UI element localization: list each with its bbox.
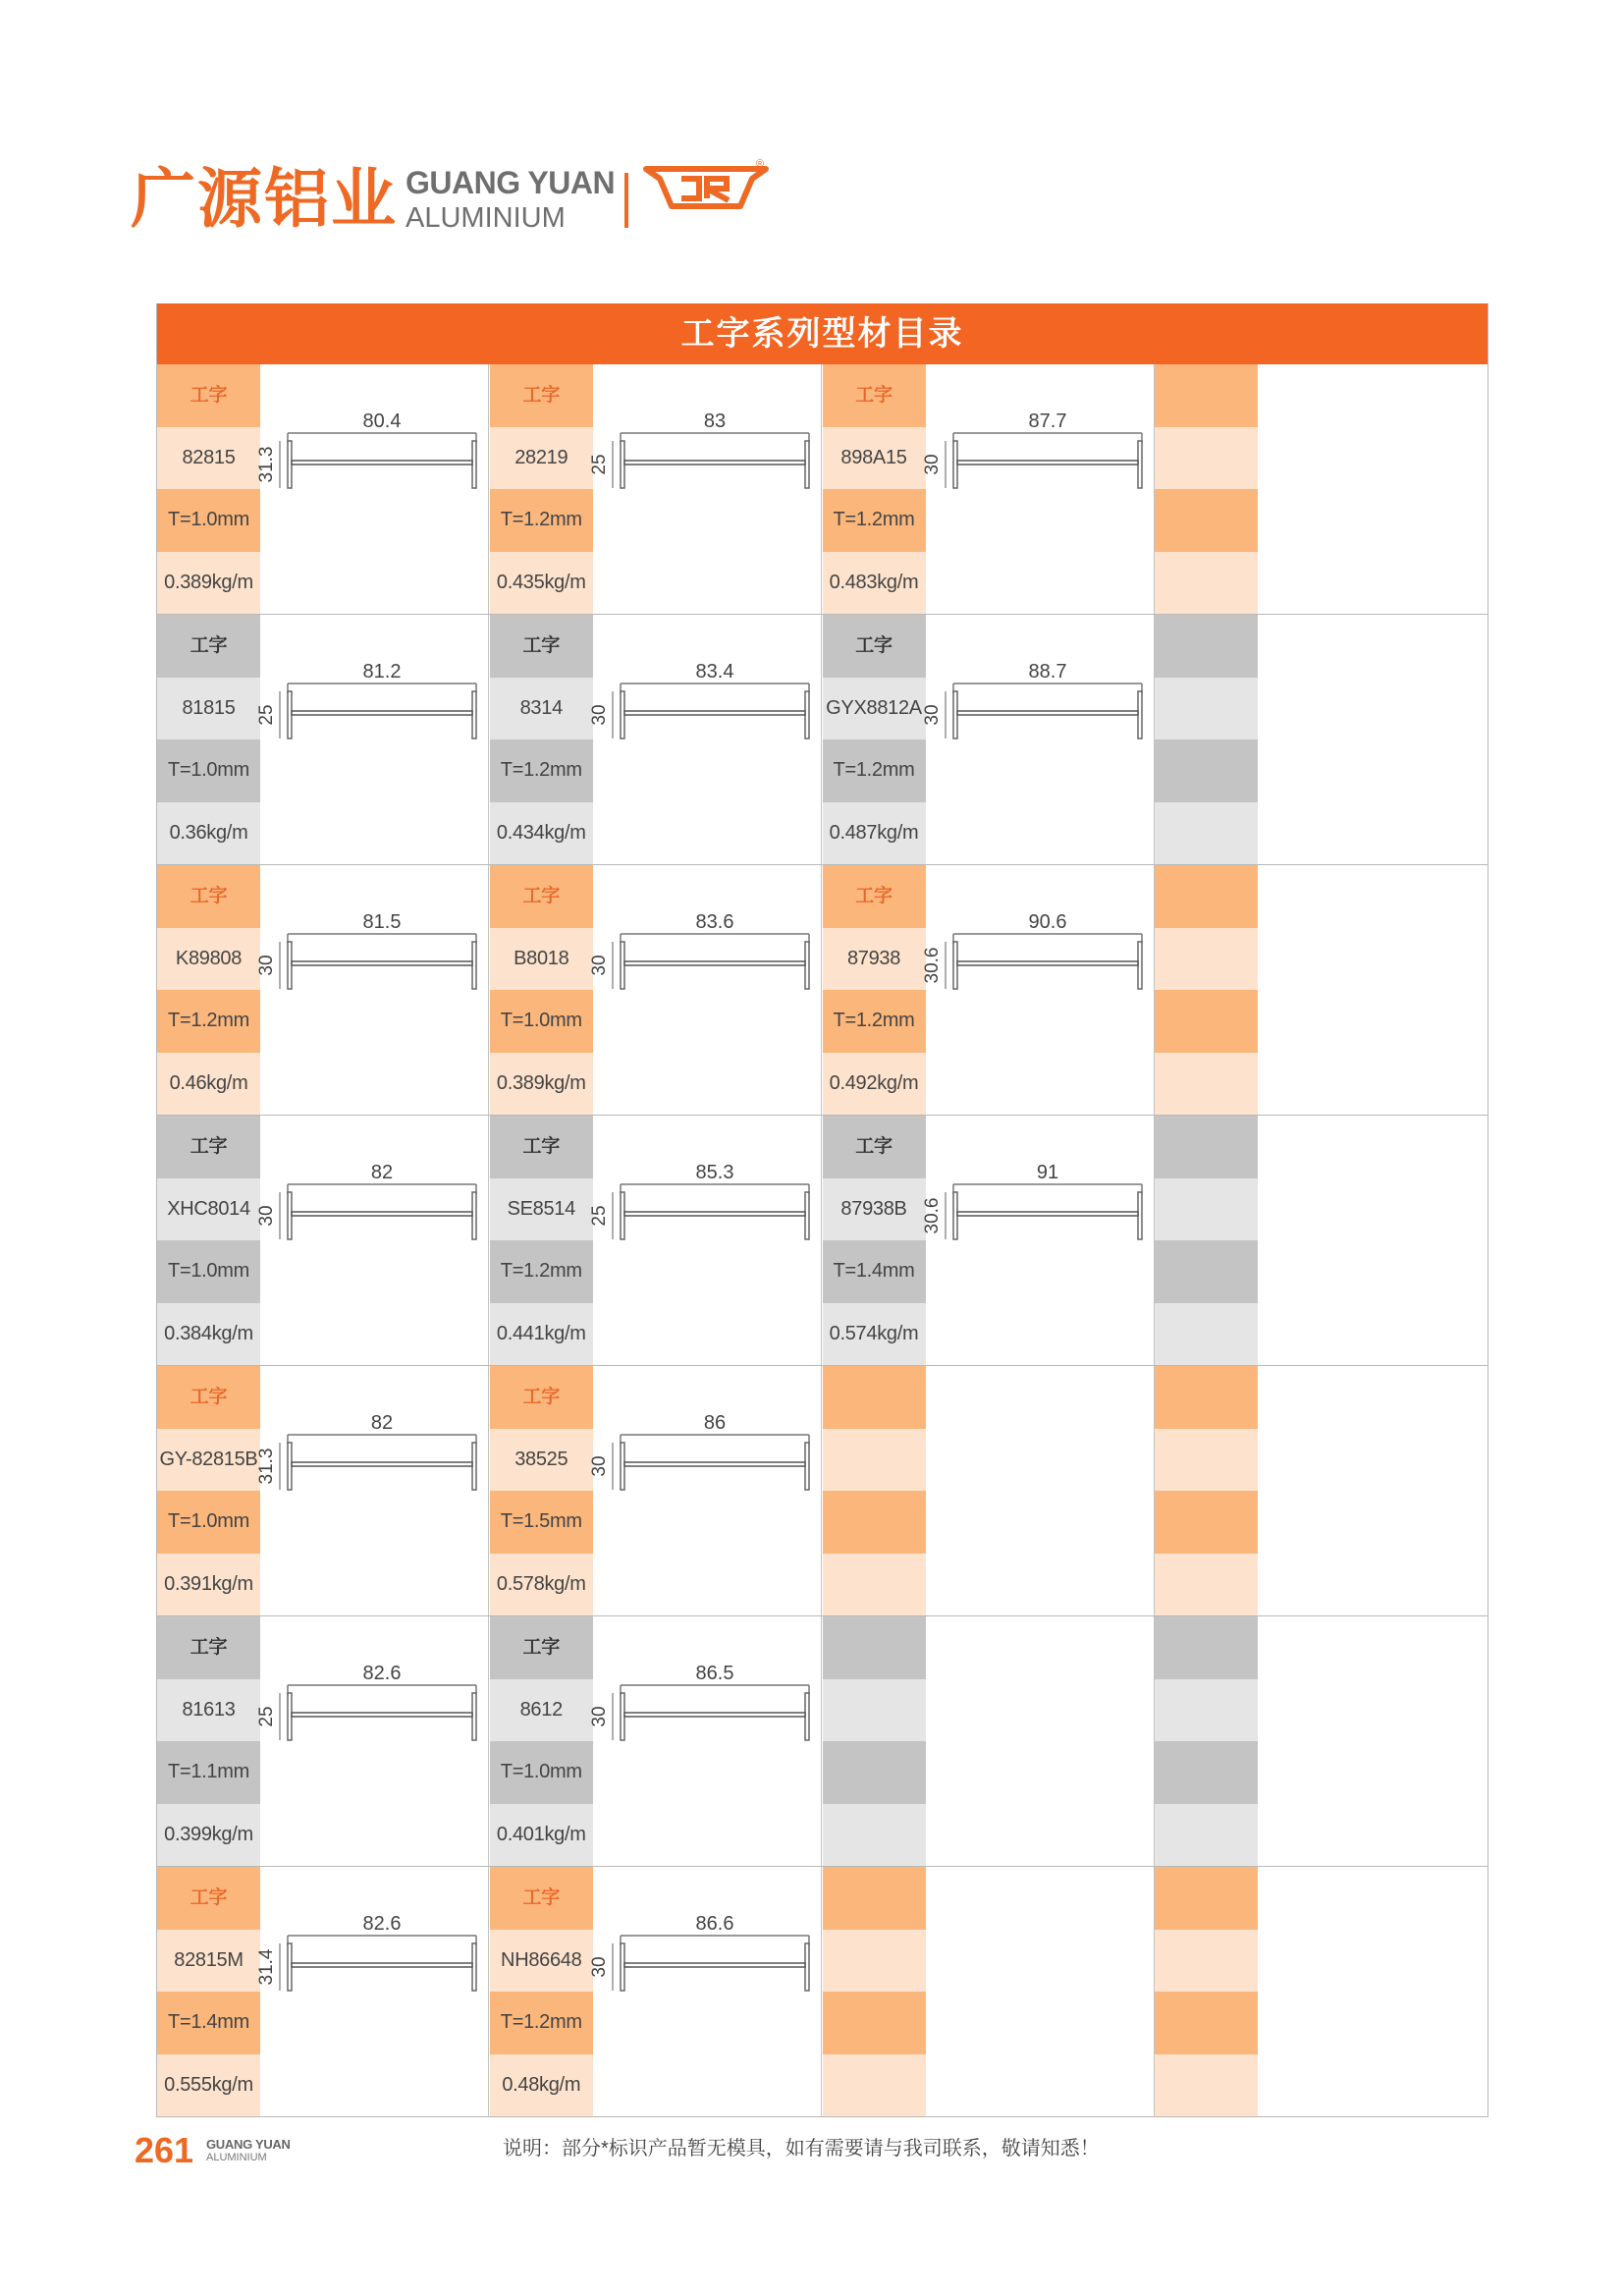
empty-product-cell — [1155, 1867, 1486, 2116]
height-dimension-label: 30 — [588, 1706, 610, 1727]
product-type-label: 工字 — [490, 1366, 593, 1429]
product-type-label: 工字 — [157, 364, 260, 427]
web — [957, 961, 1138, 965]
product-cell — [490, 865, 822, 1115]
product-cell — [490, 1616, 822, 1866]
product-cell — [490, 1867, 822, 2116]
width-dimension-label: 82.6 — [362, 1913, 402, 1935]
product-code — [823, 1679, 926, 1742]
height-dimension-label: 25 — [256, 704, 277, 726]
empty-product-cell — [823, 1867, 1155, 2116]
product-code: B8018 — [490, 928, 593, 991]
product-code — [823, 1429, 926, 1492]
width-dimension-label: 87.7 — [1028, 410, 1066, 432]
product-code: 8314 — [490, 678, 593, 740]
width-dimension-label: 83 — [703, 410, 726, 432]
profile-drawing — [921, 615, 1154, 864]
product-type-label — [823, 1366, 926, 1429]
web — [292, 961, 472, 965]
product-type-label: 工字 — [157, 1616, 260, 1679]
unit-weight: 0.389kg/m — [490, 1053, 593, 1116]
catalog-row — [157, 364, 1488, 614]
product-cell — [157, 615, 489, 864]
width-dimension-label: 81.2 — [362, 661, 402, 683]
product-type-label: 工字 — [823, 615, 926, 678]
profile-drawing — [256, 615, 488, 864]
empty-product-cell — [1155, 615, 1486, 864]
product-type-label — [823, 1867, 926, 1930]
height-dimension-label: 31.3 — [256, 446, 277, 483]
spec-column — [157, 364, 260, 614]
width-dimension-label: 80.4 — [362, 410, 402, 432]
product-code: 87938 — [823, 928, 926, 991]
profile-drawing — [256, 1366, 488, 1615]
wall-thickness — [1155, 1992, 1258, 2054]
product-type-label: 工字 — [157, 1116, 260, 1178]
profile-drawing — [588, 1116, 821, 1365]
wall-thickness: T=1.2mm — [490, 739, 593, 802]
product-cell — [823, 1116, 1155, 1365]
empty-product-cell — [1155, 364, 1486, 614]
spec-column — [490, 1116, 593, 1365]
spec-column — [157, 1366, 260, 1615]
spec-column — [490, 865, 593, 1115]
spec-column — [1155, 615, 1258, 864]
height-dimension-label: 31.3 — [256, 1448, 277, 1485]
wall-thickness: T=1.2mm — [490, 1240, 593, 1303]
product-code — [823, 1930, 926, 1993]
width-dimension-label: 88.7 — [1028, 661, 1066, 683]
product-cell — [490, 1366, 822, 1615]
catalog-row — [157, 1365, 1488, 1615]
unit-weight — [823, 1554, 926, 1616]
wall-thickness — [1155, 489, 1258, 552]
product-type-label — [1155, 1116, 1258, 1178]
wall-thickness — [1155, 1741, 1258, 1804]
i-beam-profile-drawing — [589, 1412, 809, 1490]
product-cell — [490, 615, 822, 864]
wall-thickness: T=1.5mm — [490, 1491, 593, 1554]
profile-drawing — [921, 1116, 1154, 1365]
product-cell — [157, 1867, 489, 2116]
i-beam-profile-drawing — [256, 1412, 476, 1490]
unit-weight: 0.492kg/m — [823, 1053, 926, 1116]
footer-note: 说明：部分*标识产品暂无模具，如有需要请与我司联系，敬请知悉！ — [503, 2138, 1100, 2159]
height-dimension-label: 31.4 — [256, 1948, 277, 1986]
i-beam-profile-drawing — [922, 911, 1142, 989]
unit-weight: 0.435kg/m — [490, 552, 593, 615]
profile-drawing — [588, 364, 821, 614]
web — [292, 1963, 472, 1967]
product-type-label — [1155, 615, 1258, 678]
unit-weight: 0.391kg/m — [157, 1554, 260, 1616]
product-type-label: 工字 — [490, 1116, 593, 1178]
height-dimension-label: 30 — [588, 704, 610, 726]
product-code: 8612 — [490, 1679, 593, 1742]
width-dimension-label: 82.6 — [362, 1663, 402, 1684]
unit-weight: 0.555kg/m — [157, 2054, 260, 2117]
web — [292, 1462, 472, 1466]
empty-product-cell — [823, 1366, 1155, 1615]
product-type-label: 工字 — [823, 1116, 926, 1178]
unit-weight: 0.399kg/m — [157, 1804, 260, 1867]
catalog-rows — [157, 364, 1488, 2116]
product-code — [1155, 1178, 1258, 1241]
spec-column — [823, 1116, 926, 1365]
height-dimension-label: 30 — [256, 1205, 277, 1227]
GYR-logo-icon — [642, 157, 770, 224]
wall-thickness: T=1.0mm — [490, 1741, 593, 1804]
spec-column — [490, 1867, 593, 2116]
empty-product-cell — [1155, 1116, 1486, 1365]
product-cell — [823, 865, 1155, 1115]
unit-weight: 0.434kg/m — [490, 802, 593, 865]
unit-weight — [1155, 552, 1258, 615]
wall-thickness: T=1.2mm — [823, 489, 926, 552]
product-type-label: 工字 — [490, 615, 593, 678]
product-type-label — [1155, 1366, 1258, 1429]
brand-subtitle-english: ALUMINIUM — [406, 202, 566, 234]
empty-product-cell — [1155, 1616, 1486, 1866]
height-dimension-label: 30 — [256, 955, 277, 976]
i-beam-profile-drawing — [589, 1162, 809, 1239]
web — [957, 711, 1138, 715]
i-beam-profile-drawing — [922, 410, 1142, 488]
width-dimension-label: 82 — [370, 1412, 394, 1434]
web — [624, 461, 805, 465]
profile-drawing — [256, 1616, 488, 1866]
product-code: GY-82815B — [157, 1429, 260, 1492]
product-type-label: 工字 — [157, 615, 260, 678]
product-cell — [157, 865, 489, 1115]
spec-column — [157, 1616, 260, 1866]
wall-thickness — [1155, 990, 1258, 1053]
unit-weight — [1155, 1804, 1258, 1867]
spec-column — [1155, 1366, 1258, 1615]
profile-drawing — [256, 364, 488, 614]
spec-column — [823, 865, 926, 1115]
product-type-label: 工字 — [490, 865, 593, 928]
profile-drawing — [256, 865, 488, 1115]
width-dimension-label: 83.4 — [695, 661, 734, 683]
profile-drawing — [256, 1867, 488, 2116]
empty-product-cell — [1155, 865, 1486, 1115]
product-code — [1155, 1429, 1258, 1492]
wall-thickness: T=1.0mm — [490, 990, 593, 1053]
wall-thickness: T=1.1mm — [157, 1741, 260, 1804]
i-beam-profile-drawing — [922, 1162, 1142, 1239]
wall-thickness: T=1.2mm — [490, 1992, 593, 2054]
page-number: 261 — [135, 2130, 194, 2170]
wall-thickness: T=1.2mm — [490, 489, 593, 552]
spec-column — [823, 364, 926, 614]
profile-drawing — [588, 1867, 821, 2116]
wall-thickness: T=1.0mm — [157, 1491, 260, 1554]
product-code — [1155, 1679, 1258, 1742]
web — [292, 1212, 472, 1216]
catalog-row — [157, 1866, 1488, 2116]
catalog-row — [157, 1615, 1488, 1866]
unit-weight: 0.389kg/m — [157, 552, 260, 615]
spec-column — [823, 1366, 926, 1615]
unit-weight — [823, 2054, 926, 2117]
unit-weight — [1155, 2054, 1258, 2117]
brand-divider — [624, 173, 628, 228]
spec-column — [157, 865, 260, 1115]
table-title: 工字系列型材目录 — [157, 303, 1488, 364]
product-type-label: 工字 — [823, 364, 926, 427]
i-beam-profile-drawing — [256, 1162, 476, 1239]
profile-drawing — [921, 364, 1154, 614]
height-dimension-label: 30.6 — [921, 947, 943, 984]
product-code: 898A15 — [823, 427, 926, 490]
product-type-label: 工字 — [823, 865, 926, 928]
product-type-label: 工字 — [157, 1867, 260, 1930]
product-cell — [490, 364, 822, 614]
wall-thickness — [823, 1741, 926, 1804]
wall-thickness: T=1.0mm — [157, 739, 260, 802]
product-code: 81613 — [157, 1679, 260, 1742]
product-code: 82815 — [157, 427, 260, 490]
width-dimension-label: 81.5 — [362, 911, 402, 933]
web — [624, 1212, 805, 1216]
height-dimension-label: 30.6 — [921, 1197, 943, 1234]
wall-thickness — [823, 1491, 926, 1554]
product-code — [1155, 427, 1258, 490]
product-type-label — [1155, 1616, 1258, 1679]
product-code: 38525 — [490, 1429, 593, 1492]
registered-mark: ® — [756, 158, 765, 170]
unit-weight — [823, 1804, 926, 1867]
product-type-label: 工字 — [490, 364, 593, 427]
product-code: GYX8812A — [823, 678, 926, 740]
spec-column — [1155, 1116, 1258, 1365]
wall-thickness: T=1.4mm — [157, 1992, 260, 2054]
product-cell — [157, 1366, 489, 1615]
i-beam-profile-drawing — [256, 410, 476, 488]
footer-brand-subtitle: ALUMINIUM — [206, 2152, 267, 2163]
product-code: NH86648 — [490, 1930, 593, 1993]
spec-column — [490, 364, 593, 614]
height-dimension-label: 25 — [588, 1205, 610, 1227]
profile-drawing — [588, 615, 821, 864]
wall-thickness: T=1.2mm — [157, 990, 260, 1053]
web — [957, 461, 1138, 465]
web — [292, 461, 472, 465]
i-beam-profile-drawing — [589, 1663, 809, 1740]
wall-thickness — [1155, 1491, 1258, 1554]
product-type-label: 工字 — [157, 1366, 260, 1429]
width-dimension-label: 90.6 — [1028, 911, 1066, 933]
height-dimension-label: 30 — [588, 955, 610, 976]
unit-weight — [1155, 1303, 1258, 1366]
product-code — [1155, 678, 1258, 740]
unit-weight: 0.401kg/m — [490, 1804, 593, 1867]
spec-column — [157, 1116, 260, 1365]
product-type-label — [823, 1616, 926, 1679]
height-dimension-label: 25 — [256, 1706, 277, 1727]
unit-weight: 0.487kg/m — [823, 802, 926, 865]
unit-weight — [1155, 802, 1258, 865]
web — [624, 1462, 805, 1466]
product-type-label — [1155, 364, 1258, 427]
brand-name-chinese: 广源铝业 — [131, 161, 398, 237]
unit-weight: 0.574kg/m — [823, 1303, 926, 1366]
product-cell — [157, 1116, 489, 1365]
product-type-label: 工字 — [157, 865, 260, 928]
product-type-label: 工字 — [490, 1867, 593, 1930]
spec-column — [490, 1366, 593, 1615]
height-dimension-label: 30 — [921, 454, 943, 475]
unit-weight: 0.441kg/m — [490, 1303, 593, 1366]
height-dimension-label: 30 — [588, 1956, 610, 1978]
product-code: 82815M — [157, 1930, 260, 1993]
product-code: 81815 — [157, 678, 260, 740]
width-dimension-label: 86 — [703, 1412, 726, 1434]
catalog-row — [157, 1115, 1488, 1365]
catalog-row — [157, 614, 1488, 864]
wall-thickness: T=1.2mm — [823, 990, 926, 1053]
product-type-label: 工字 — [490, 1616, 593, 1679]
unit-weight — [1155, 1554, 1258, 1616]
spec-column — [823, 1867, 926, 2116]
product-cell — [490, 1116, 822, 1365]
width-dimension-label: 91 — [1036, 1162, 1058, 1183]
product-type-label — [1155, 865, 1258, 928]
product-cell — [823, 615, 1155, 864]
spec-column — [823, 615, 926, 864]
i-beam-profile-drawing — [256, 911, 476, 989]
product-code — [1155, 928, 1258, 991]
empty-product-cell — [823, 1616, 1155, 1866]
spec-column — [1155, 364, 1258, 614]
profile-drawing — [921, 865, 1154, 1115]
profile-drawing — [588, 1616, 821, 1866]
wall-thickness — [1155, 739, 1258, 802]
i-beam-profile-drawing — [589, 911, 809, 989]
i-beam-profile-drawing — [256, 1913, 476, 1991]
unit-weight: 0.384kg/m — [157, 1303, 260, 1366]
product-code: XHC8014 — [157, 1178, 260, 1241]
spec-column — [157, 1867, 260, 2116]
profile-drawing — [588, 865, 821, 1115]
i-beam-profile-drawing — [589, 661, 809, 738]
product-cell — [823, 364, 1155, 614]
profile-drawing — [588, 1366, 821, 1615]
web — [957, 1212, 1138, 1216]
product-code: 87938B — [823, 1178, 926, 1241]
web — [292, 1713, 472, 1717]
width-dimension-label: 82 — [370, 1162, 394, 1183]
wall-thickness: T=1.4mm — [823, 1240, 926, 1303]
unit-weight: 0.578kg/m — [490, 1554, 593, 1616]
profile-drawing — [256, 1116, 488, 1365]
wall-thickness — [823, 1992, 926, 2054]
spec-column — [823, 1616, 926, 1866]
height-dimension-label: 25 — [588, 454, 610, 475]
spec-column — [1155, 1867, 1258, 2116]
brand-name-english: GUANG YUAN — [406, 165, 616, 200]
product-code — [1155, 1930, 1258, 1993]
footer-brand: GUANG YUAN — [206, 2137, 291, 2152]
web — [624, 1963, 805, 1967]
product-type-label — [1155, 1867, 1258, 1930]
i-beam-profile-drawing — [256, 1663, 476, 1740]
width-dimension-label: 86.5 — [695, 1663, 734, 1684]
web — [292, 711, 472, 715]
unit-weight — [1155, 1053, 1258, 1116]
catalog-row — [157, 864, 1488, 1115]
i-beam-profile-drawing — [256, 661, 476, 738]
web — [624, 1713, 805, 1717]
unit-weight: 0.483kg/m — [823, 552, 926, 615]
i-beam-profile-drawing — [922, 661, 1142, 738]
unit-weight: 0.36kg/m — [157, 802, 260, 865]
wall-thickness — [1155, 1240, 1258, 1303]
width-dimension-label: 86.6 — [695, 1913, 734, 1935]
height-dimension-label: 30 — [588, 1455, 610, 1477]
spec-column — [157, 615, 260, 864]
product-cell — [157, 1616, 489, 1866]
i-beam-profile-drawing — [589, 410, 809, 488]
unit-weight: 0.48kg/m — [490, 2054, 593, 2117]
spec-column — [1155, 865, 1258, 1115]
web — [624, 711, 805, 715]
product-cell — [157, 364, 489, 614]
web — [624, 961, 805, 965]
spec-column — [490, 1616, 593, 1866]
i-beam-profile-drawing — [589, 1913, 809, 1991]
unit-weight: 0.46kg/m — [157, 1053, 260, 1116]
width-dimension-label: 83.6 — [695, 911, 734, 933]
product-code: K89808 — [157, 928, 260, 991]
height-dimension-label: 30 — [921, 704, 943, 726]
width-dimension-label: 85.3 — [695, 1162, 734, 1183]
wall-thickness: T=1.2mm — [823, 739, 926, 802]
wall-thickness: T=1.0mm — [157, 1240, 260, 1303]
product-code: 28219 — [490, 427, 593, 490]
empty-product-cell — [1155, 1366, 1486, 1615]
product-code: SE8514 — [490, 1178, 593, 1241]
spec-column — [1155, 1616, 1258, 1866]
spec-column — [490, 615, 593, 864]
wall-thickness: T=1.0mm — [157, 489, 260, 552]
profile-catalog-table — [156, 303, 1488, 2117]
